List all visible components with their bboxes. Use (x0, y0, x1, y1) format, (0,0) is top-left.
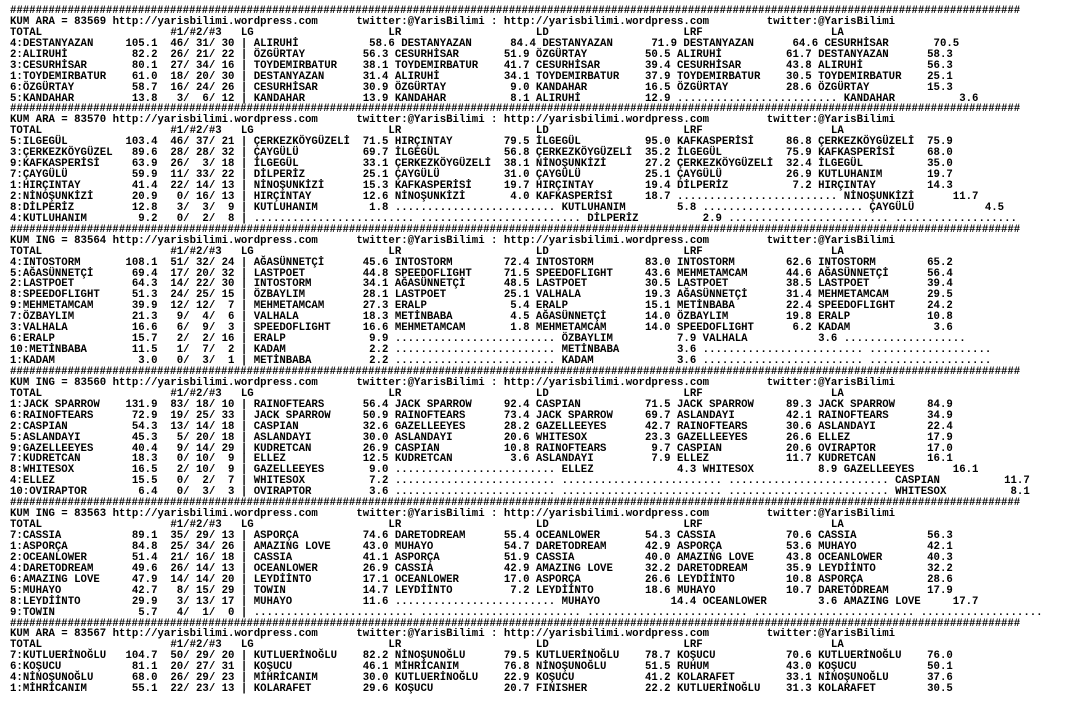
result-row: 7:ÇAYGÜLÜ 59.9 11/ 33/ 22 | DİLPERİZ 25.1 ÇAYGÜLÜ 31.0 ÇAYGÜLÜ 25.1 ÇAYGÜLÜ 26.9 KUTLUHANIM 19.7 (10, 169, 953, 182)
result-row: 6:ERALP 15.7 2/ 2/ 16 | ERALP 9.9 ......................... ÖZBAYLIM 7.9 VALHALA 3.6 ................... (10, 333, 966, 346)
result-row: 9:GAZELLEEYES 40.4 9/ 14/ 29 | KUDRETCAN 26.9 CASPIAN 10.8 RAINOFTEARS 9.7 CASPIAN 20.6 OVIRAPTOR 17.0 (10, 442, 953, 455)
result-row: 2:ALIRUHİ 82.2 26/ 21/ 22 | ÖZGÜRTAY 56.3 CESURHİSAR 51.9 ÖZGÜRTAY 50.5 ALIRUHİ 61.7 DESTANYAZAN 58.3 (10, 48, 953, 61)
race-header: KUM ARA = 83569 http://yarisbilimi.wordpress.com twitter:@YarisBilimi : http://yarisbilimi.wordpress.com twitter:@YarisBilimi (10, 15, 896, 28)
result-row: 10:OVIRAPTOR 6.4 0/ 3/ 3 | OVIRAPTOR 3.6 ......................... ......................... ......................... WHITESOX 8.1 (10, 486, 1030, 499)
result-row: 4:ELLEZ 15.5 0/ 2/ 7 | WHITESOX 7.2 ......................... ......................... ......................... CASPIAN 11.7 (10, 475, 1030, 488)
column-headers: TOTAL #1/#2/#3 LG LR LD LRF LA (10, 639, 844, 652)
result-row: 6:ÖZGÜRTAY 58.7 16/ 24/ 26 | CESURHİSAR 30.9 ÖZGÜRTAY 9.0 KANDAHAR 16.5 ÖZGÜRTAY 28.6 ÖZGÜRTAY 15.3 (10, 81, 953, 94)
result-row: 1:ASPORÇA 84.8 25/ 34/ 26 | AMAZING LOVE 43.0 MUHAYO 54.7 DARETODREAM 42.9 ASPORÇA 53.6 MUHAYO 42.1 (10, 540, 953, 553)
result-row: 7:ÖZBAYLIM 21.3 9/ 4/ 6 | VALHALA 18.3 METİNBABA 4.5 AĞASÜNNETÇİ 14.0 ÖZBAYLIM 19.8 ERALP 10.8 (10, 311, 953, 324)
column-headers: TOTAL #1/#2/#3 LG LR LD LRF LA (10, 245, 844, 258)
separator-line: ############################################################################################################################################################## (10, 617, 1021, 630)
result-row: 6:AMAZING LOVE 47.9 14/ 14/ 20 | LEYDİİNTO 17.1 OCEANLOWER 17.0 ASPORÇA 26.6 LEYDİİNTO 10.8 ASPORÇA 28.6 (10, 573, 953, 586)
separator-line: ############################################################################################################################################################## (10, 103, 1021, 116)
race-block (10, 367, 1077, 498)
column-headers: TOTAL #1/#2/#3 LG LR LD LRF LA (10, 519, 844, 532)
result-row: 1:HIRÇINTAY 41.4 22/ 14/ 13 | NİNOŞUNKİZİ 15.3 KAFKASPERİSİ 19.7 HIRÇINTAY 19.4 DİLPERİZ 7.2 HIRÇINTAY 14.3 (10, 180, 953, 192)
result-row: 4:INTOSTORM 108.1 51/ 32/ 24 | AĞASÜNNETÇİ 45.6 INTOSTORM 72.4 INTOSTORM 83.0 INTOSTORM 62.6 INTOSTORM 65.2 (10, 256, 953, 269)
result-row: 3:ÇERKEZKÖYGÜZEL 89.6 28/ 28/ 32 | ÇAYGÜLÜ 69.7 İLGEGÜL 56.8 ÇERKEZKÖYGÜZELİ 35.2 İLGEGÜL 75.9 KAFKASPERİSİ 68.0 (10, 147, 953, 160)
result-row: 9:TOWIN 5.7 4/ 1/ 0 | ......................... ......................... ......................... ......................... ................... (10, 606, 1043, 619)
result-row: 4:DESTANYAZAN 105.1 46/ 31/ 30 | ALIRUHİ 58.6 DESTANYAZAN 84.4 DESTANYAZAN 71.9 DESTANYAZAN 64.6 CESURHİSAR 70.5 (10, 37, 960, 50)
result-row: 5:KANDAHAR 13.8 3/ 6/ 12 | KANDAHAR 13.9 KANDAHAR 8.1 ALIRUHİ 12.9 ......................... KANDAHAR 3.6 (10, 92, 979, 105)
result-row: 8:DİLPERİZ 12.8 3/ 3/ 9 | KUTLUHANIM 1.8 ......................... KUTLUHANIM 5.8 ......................... ÇAYGÜLÜ 4.5 (10, 201, 1005, 214)
race-block (10, 6, 1077, 104)
result-row: 1:JACK SPARROW 131.9 83/ 18/ 10 | RAINOFTEARS 56.4 JACK SPARROW 92.4 CASPIAN 71.5 JACK SPARROW 89.3 JACK SPARROW 84.9 (10, 398, 953, 411)
result-row: 4:NİNOŞUNOĞLU 68.0 26/ 29/ 23 | MİHRİCANIM 30.0 KUTLUERİNOĞLU 22.9 KOŞUCU 41.2 KOLARAFET 33.1 NİNOŞUNOĞLU 37.6 (10, 672, 953, 685)
result-row: 7:CASSIA 89.1 35/ 29/ 13 | ASPORÇA 74.6 DARETODREAM 55.4 OCEANLOWER 54.3 CASSIA 70.6 CASSIA 56.3 (10, 530, 953, 542)
separator-line: ############################################################################################################################################################## (10, 497, 1021, 510)
result-row: 2:OCEANLOWER 51.4 21/ 16/ 18 | CASSIA 41.1 ASPORÇA 51.9 CASSIA 40.0 AMAZING LOVE 43.8 OCEANLOWER 40.3 (10, 551, 953, 564)
separator-line: ############################################################################################################################################################## (10, 365, 1021, 378)
result-row: 3:CESURHİSAR 80.1 27/ 34/ 16 | TOYDEMIRBATUR 38.1 TOYDEMIRBATUR 41.7 CESURHİSAR 39.4 CESURHİSAR 43.8 ALIRUHİ 56.3 (10, 59, 953, 72)
result-row: 9:KAFKASPERİSİ 63.9 26/ 3/ 18 | İLGEGÜL 33.1 ÇERKEZKÖYGÜZELİ 38.1 NİNOŞUNKİZİ 27.2 ÇERKEZKÖYGÜZELİ 32.4 İLGEGÜL 35.0 (10, 158, 953, 171)
result-row: 5:AĞASÜNNETÇİ 69.4 17/ 20/ 32 | LASTPOET 44.8 SPEEDOFLIGHT 71.5 SPEEDOFLIGHT 43.6 MEHMETAMCAM 44.6 AĞASÜNNETÇİ 56.4 (10, 267, 953, 280)
race-block (10, 104, 1077, 224)
result-row: 6:KOŞUCU 81.1 20/ 27/ 31 | KOŞUCU 46.1 MİHRİCANIM 76.8 NİNOŞUNOĞLU 51.5 RUHUM 43.0 KOŞUCU 50.1 (10, 661, 953, 674)
separator-line: ############################################################################################################################################################## (10, 223, 1021, 236)
result-row: 10:METİNBABA 11.5 1/ 7/ 2 | KADAM 2.2 ......................... METİNBABA 3.6 ......................... ................... (10, 344, 992, 357)
result-row: 4:KUTLUHANIM 9.2 0/ 2/ 8 | ......................... ......................... DİLPERİZ 2.9 ......................... ................... (10, 212, 1017, 225)
result-row: 2:LASTPOET 64.3 14/ 22/ 30 | INTOSTORM 34.1 AĞASÜNNETÇİ 48.5 LASTPOET 30.5 LASTPOET 38.5 LASTPOET 39.4 (10, 278, 953, 291)
result-row: 4:DARETODREAM 49.6 26/ 14/ 13 | OCEANLOWER 26.9 CASSIA 42.9 AMAZING LOVE 32.2 DARETODREAM 35.9 LEYDİİNTO 32.2 (10, 562, 953, 575)
result-row: 5:MUHAYO 42.7 8/ 15/ 29 | TOWIN 14.7 LEYDİİNTO 7.2 LEYDİİNTO 18.6 MUHAYO 10.7 DARETODREAM 17.9 (10, 584, 953, 597)
result-row: 7:KUDRETCAN 18.3 0/ 10/ 9 | ELLEZ 12.5 KUDRETCAN 3.6 ASLANDAYI 7.9 ELLEZ 11.7 KUDRETCAN 16.1 (10, 453, 953, 466)
result-row: 8:WHITESOX 16.5 2/ 10/ 9 | GAZELLEEYES 9.0 ......................... ELLEZ 4.3 WHITESOX 8.9 GAZELLEEYES 16.1 (10, 464, 979, 477)
race-block (10, 619, 1077, 696)
column-headers: TOTAL #1/#2/#3 LG LR LD LRF LA (10, 387, 844, 400)
race-header: KUM ARA = 83570 http://yarisbilimi.wordpress.com twitter:@YarisBilimi : http://yarisbilimi.wordpress.com twitter:@YarisBilimi (10, 114, 896, 127)
race-header: KUM ARA = 83567 http://yarisbilimi.wordpress.com twitter:@YarisBilimi : http://yarisbilimi.wordpress.com twitter:@YarisBilimi (10, 628, 896, 641)
column-headers: TOTAL #1/#2/#3 LG LR LD LRF LA (10, 26, 844, 39)
result-row: 1:KADAM 3.0 0/ 3/ 1 | METİNBABA 2.2 ......................... KADAM 3.6 ......................... ................... (10, 355, 992, 367)
race-header: KUM ING = 83564 http://yarisbilimi.wordpress.com twitter:@YarisBilimi : http://yarisbilimi.wordpress.com twitter:@YarisBilimi (10, 234, 896, 247)
separator-line: ############################################################################################################################################################## (10, 5, 1021, 17)
result-row: 7:KUTLUERİNOĞLU 104.7 50/ 29/ 20 | KUTLUERİNOĞLU 82.2 NİNOŞUNOĞLU 79.5 KUTLUERİNOĞLU 78.7 KOŞUCU 70.6 KUTLUERİNOĞLU 76.0 (10, 650, 953, 663)
result-row: 2:NİNOŞUNKİZİ 20.9 0/ 16/ 13 | HIRÇINTAY 12.6 NİNOŞUNKİZİ 4.0 KAFKASPERİSİ 18.7 ......................... NİNOŞUNKİZİ 11.7 (10, 190, 979, 203)
result-row: 1:TOYDEMIRBATUR 61.0 18/ 20/ 30 | DESTANYAZAN 31.4 ALIRUHİ 34.1 TOYDEMIRBATUR 37.9 TOYDEMIRBATUR 30.5 TOYDEMIRBATUR 25.1 (10, 70, 953, 83)
race-block (10, 498, 1077, 618)
result-row: 2:CASPIAN 54.3 13/ 14/ 18 | CASPIAN 32.6 GAZELLEEYES 28.2 GAZELLEEYES 42.7 RAINOFTEARS 30.6 ASLANDAYI 22.4 (10, 420, 953, 433)
race-header: KUM ING = 83563 http://yarisbilimi.wordpress.com twitter:@YarisBilimi : http://yarisbilimi.wordpress.com twitter:@YarisBilimi (10, 508, 896, 521)
race-header: KUM ING = 83560 http://yarisbilimi.wordpress.com twitter:@YarisBilimi : http://yarisbilimi.wordpress.com twitter:@YarisBilimi (10, 376, 896, 389)
result-row: 5:ILGEGÜL 103.4 46/ 37/ 21 | ÇERKEZKÖYGÜZELİ 71.5 HIRÇINTAY 79.5 İLGEGÜL 95.0 KAFKASPERİSİ 86.8 ÇERKEZKÖYGÜZELİ 75.9 (10, 136, 953, 149)
result-row: 6:RAINOFTEARS 72.9 19/ 25/ 33 | JACK SPARROW 50.9 RAINOFTEARS 73.4 JACK SPARROW 69.7 ASLANDAYI 42.1 RAINOFTEARS 34.9 (10, 409, 953, 422)
result-row: 5:ASLANDAYI 45.3 5/ 20/ 18 | ASLANDAYI 30.0 ASLANDAYI 20.6 WHITESOX 23.3 GAZELLEEYES 26.6 ELLEZ 17.9 (10, 431, 953, 444)
result-row: 8:LEYDİİNTO 29.9 3/ 13/ 17 | MUHAYO 11.6 ......................... MUHAYO 14.4 OCEANLOWER 3.6 AMAZING LOVE 17.7 (10, 595, 979, 608)
result-row: 3:VALHALA 16.6 6/ 9/ 3 | SPEEDOFLIGHT 16.6 MEHMETAMCAM 1.8 MEHMETAMCAM 14.0 SPEEDOFLIGHT 6.2 KADAM 3.6 (10, 322, 953, 335)
result-row: 1:MİHRİCANIM 55.1 22/ 23/ 13 | KOLARAFET 29.6 KOŞUCU 20.7 FINISHER 22.2 KUTLUERİNOĞLU 31.3 KOLARAFET 30.5 (10, 683, 953, 696)
result-row: 8:SPEEDOFLIGHT 51.3 24/ 25/ 15 | ÖZBAYLIM 28.1 LASTPOET 25.1 VALHALA 19.3 AĞASÜNNETÇİ 31.4 MEHMETAMCAM 29.5 (10, 289, 953, 302)
result-row: 9:MEHMETAMCAM 39.9 12/ 12/ 7 | MEHMETAMCAM 27.3 ERALP 5.4 ERALP 15.1 METİNBABA 22.4 SPEEDOFLIGHT 24.2 (10, 300, 953, 313)
race-block (10, 225, 1077, 367)
column-headers: TOTAL #1/#2/#3 LG LR LD LRF LA (10, 125, 844, 138)
